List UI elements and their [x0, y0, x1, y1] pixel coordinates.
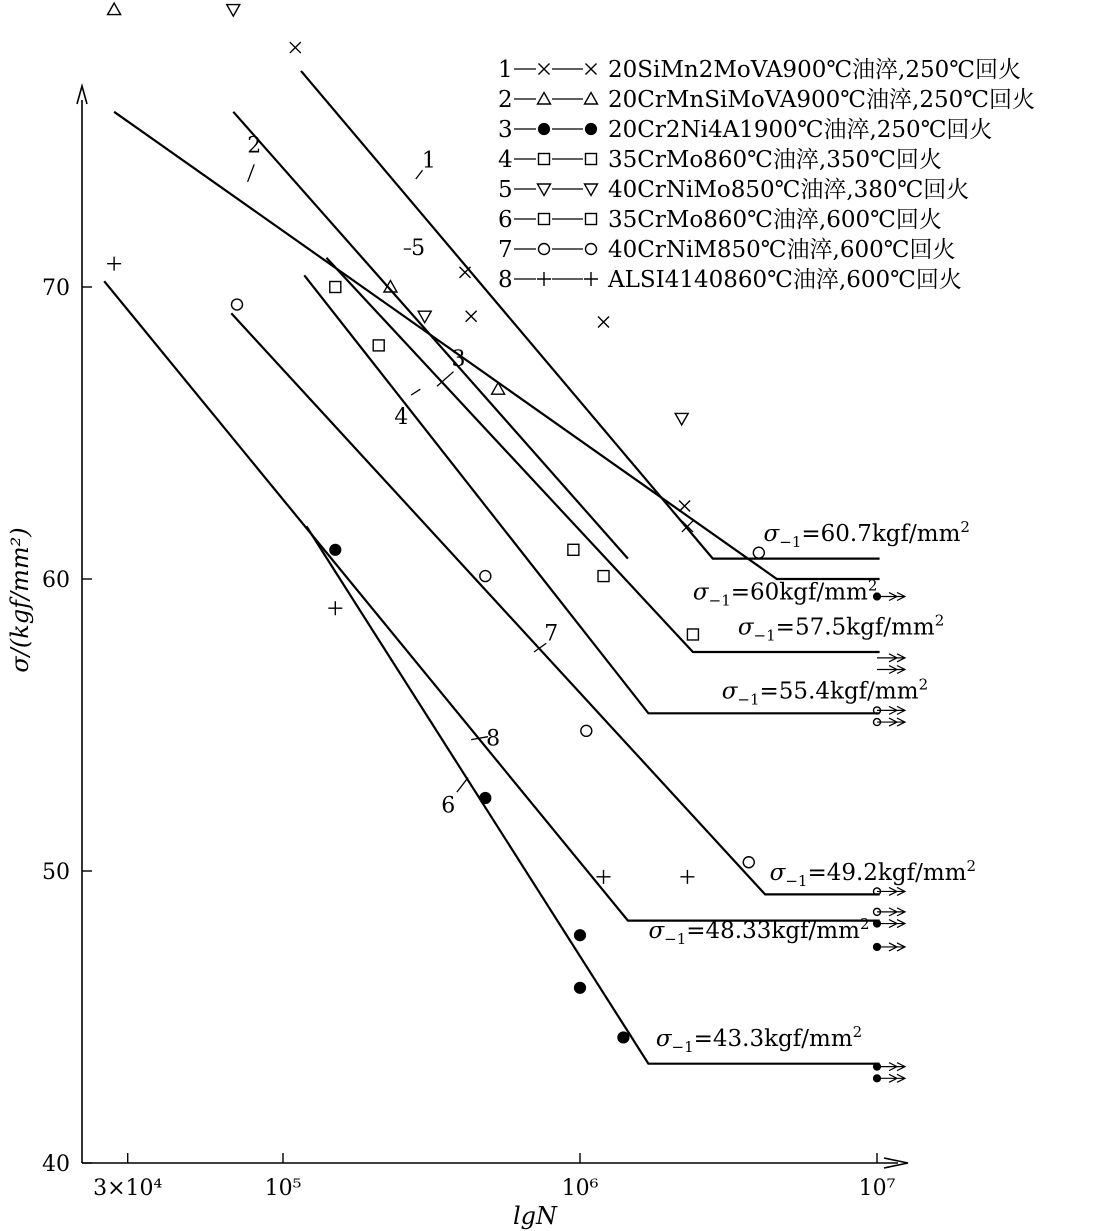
fatigue-limit-label [693, 576, 877, 609]
legend [498, 57, 1035, 293]
fatigue-label-sigma: σ [648, 918, 665, 945]
data-point-square [330, 282, 341, 293]
x-tick-label: 3×10⁴ [93, 1176, 163, 1201]
legend-entry [498, 117, 992, 143]
data-point-dot [575, 930, 586, 941]
fatigue-label-superscript: 2 [960, 518, 970, 537]
series-line-6 [307, 526, 880, 1063]
legend-marker-dot [586, 124, 597, 135]
fatigue-label-subscript: −1 [708, 591, 731, 610]
y-tick-label: 60 [42, 568, 70, 593]
legend-text: 35CrMo860℃油淬,350℃回火 [608, 147, 942, 173]
runout-arrow [877, 920, 905, 928]
fatigue-label-sigma: σ [769, 859, 786, 886]
data-point-x [466, 311, 477, 322]
data-point-triangle-down [675, 413, 688, 425]
fatigue-label-subscript: −1 [779, 533, 802, 552]
legend-text: 20SiMn2MoVA900℃油淬,250℃回火 [608, 57, 1022, 83]
series-line-1 [301, 71, 880, 559]
data-point-dot [618, 1032, 629, 1043]
y-tick-label: 40 [42, 1152, 70, 1177]
legend-number: 2 [498, 87, 513, 113]
legend-text: 40CrNiM850℃油淬,600℃回火 [608, 237, 956, 263]
fatigue-label-value: =60.7kgf/mm [801, 521, 961, 548]
fatigue-label-value: =49.2kgf/mm [807, 859, 967, 886]
runout-marker-dot [874, 1063, 881, 1070]
curve-label-1: 1 [421, 148, 436, 174]
fatigue-label-superscript: 2 [859, 915, 870, 934]
legend-number: 5 [498, 177, 513, 203]
y-tick-label: 70 [42, 276, 70, 301]
fatigue-label-subscript: −1 [737, 690, 760, 709]
legend-number: 4 [498, 147, 513, 173]
data-point-x [290, 42, 301, 53]
data-point-square [373, 340, 384, 351]
legend-marker-dot [539, 124, 550, 135]
fatigue-label-value: =57.5kgf/mm [775, 614, 935, 641]
fatigue-label-sigma: σ [737, 614, 754, 641]
runout-arrow [877, 718, 905, 726]
fatigue-label-subscript: −1 [671, 1038, 694, 1057]
legend-entry [498, 267, 962, 293]
data-point-x [459, 267, 470, 278]
legend-text: 35CrMo860℃油淬,600℃回火 [608, 207, 942, 233]
data-point-triangle-up [108, 3, 121, 15]
fatigue-label-superscript: 2 [966, 856, 977, 875]
data-point-square [687, 629, 698, 640]
runout-arrow [877, 1063, 905, 1071]
fatigue-label-superscript: 2 [918, 675, 929, 694]
runout-marker-dot [874, 920, 881, 927]
data-point-plus [680, 870, 694, 884]
runout-marker-dot [874, 1075, 881, 1082]
data-point-dot [575, 982, 586, 993]
fatigue-label-sigma: σ [721, 678, 738, 705]
legend-number: 3 [498, 117, 513, 143]
data-point-square [598, 571, 609, 582]
curve-leader-4 [411, 389, 420, 395]
runout-arrow [877, 1074, 905, 1082]
y-tick-label: 50 [42, 860, 70, 885]
data-point-circle [231, 299, 242, 310]
legend-text: 20Cr2Ni4A1900℃油淬,250℃回火 [608, 117, 993, 143]
fatigue-label-sigma: σ [763, 521, 780, 548]
curve-label-7: 7 [544, 621, 559, 647]
fatigue-limit-label [738, 611, 944, 644]
data-point-square [568, 544, 579, 555]
legend-text: 20CrMnSiMoVA900℃油淬,250℃回火 [608, 87, 1035, 113]
curve-leader-1 [416, 170, 423, 179]
fatigue-label-subscript: −1 [664, 930, 687, 949]
fatigue-label-value: =48.33kgf/mm [686, 918, 860, 945]
fatigue-label-subscript: −1 [753, 626, 776, 645]
data-point-circle [743, 857, 754, 868]
data-point-x [682, 521, 693, 532]
series-line-4 [304, 275, 879, 713]
runout-arrow [877, 908, 905, 916]
y-axis-title: σ/(kgf/mm²) [6, 527, 34, 673]
fatigue-limit-label [722, 676, 928, 709]
data-point-circle [753, 547, 764, 558]
runout-arrow [877, 706, 905, 714]
legend-number: 8 [498, 267, 513, 293]
data-point-plus [107, 257, 121, 271]
fatigue-label-value: =55.4kgf/mm [759, 678, 919, 705]
x-tick-label: 10⁵ [264, 1176, 302, 1201]
data-point-plus [328, 601, 342, 615]
curve-label-4: 4 [394, 405, 409, 431]
fatigue-limit-label [656, 1023, 862, 1056]
curve-label-6: 6 [441, 793, 456, 819]
curve-label-2: 2 [247, 133, 262, 159]
fatigue-label-sigma: σ [692, 579, 709, 606]
runout-arrow [877, 654, 905, 662]
legend-entry [498, 87, 1035, 113]
legend-text: 40CrNiMo850℃油淬,380℃回火 [608, 177, 970, 203]
data-point-dot [330, 544, 341, 555]
runout-arrow [877, 943, 905, 951]
fatigue-label-superscript: 2 [852, 1023, 863, 1042]
data-point-x [679, 501, 690, 512]
curve-label-8: 8 [486, 726, 501, 752]
runout-arrow [877, 593, 905, 601]
fatigue-limit-label [764, 518, 970, 551]
legend-entry [498, 147, 942, 173]
x-axis-title: lgN [512, 1202, 558, 1230]
data-point-triangle-down [418, 311, 431, 323]
legend-number: 1 [498, 57, 513, 83]
data-point-dot [480, 793, 491, 804]
series-line-5 [233, 112, 628, 559]
runout-arrow [877, 666, 905, 674]
legend-entry [498, 207, 942, 233]
fatigue-label-superscript: 2 [934, 611, 945, 630]
runout-marker-dot [874, 943, 881, 950]
curve-label-5: 5 [411, 235, 426, 261]
fatigue-limit-label [770, 857, 976, 890]
legend-number: 7 [498, 237, 513, 263]
data-point-plus [597, 870, 611, 884]
legend-number: 6 [498, 207, 513, 233]
data-point-triangle-down [227, 5, 240, 17]
fatigue-label-value: =43.3kgf/mm [693, 1026, 853, 1053]
legend-entry [498, 237, 955, 263]
data-point-circle [480, 571, 491, 582]
data-point-x [598, 317, 609, 328]
fatigue-label-value: =60kgf/mm [730, 579, 868, 606]
x-tick-label: 10⁶ [561, 1176, 599, 1201]
data-point-circle [581, 725, 592, 736]
legend-text: ALSI4140860℃油淬,600℃回火 [608, 267, 962, 293]
curve-leader-2 [248, 164, 255, 182]
runout-arrow [877, 887, 905, 895]
fatigue-label-sigma: σ [655, 1026, 672, 1053]
fatigue-label-subscript: −1 [785, 871, 808, 890]
curve-leader-6 [457, 778, 468, 793]
fatigue-label-superscript: 2 [867, 576, 878, 595]
legend-entry [498, 57, 1021, 83]
x-tick-label: 10⁷ [858, 1176, 896, 1201]
legend-entry [498, 177, 969, 203]
curve-label-3: 3 [451, 346, 466, 372]
